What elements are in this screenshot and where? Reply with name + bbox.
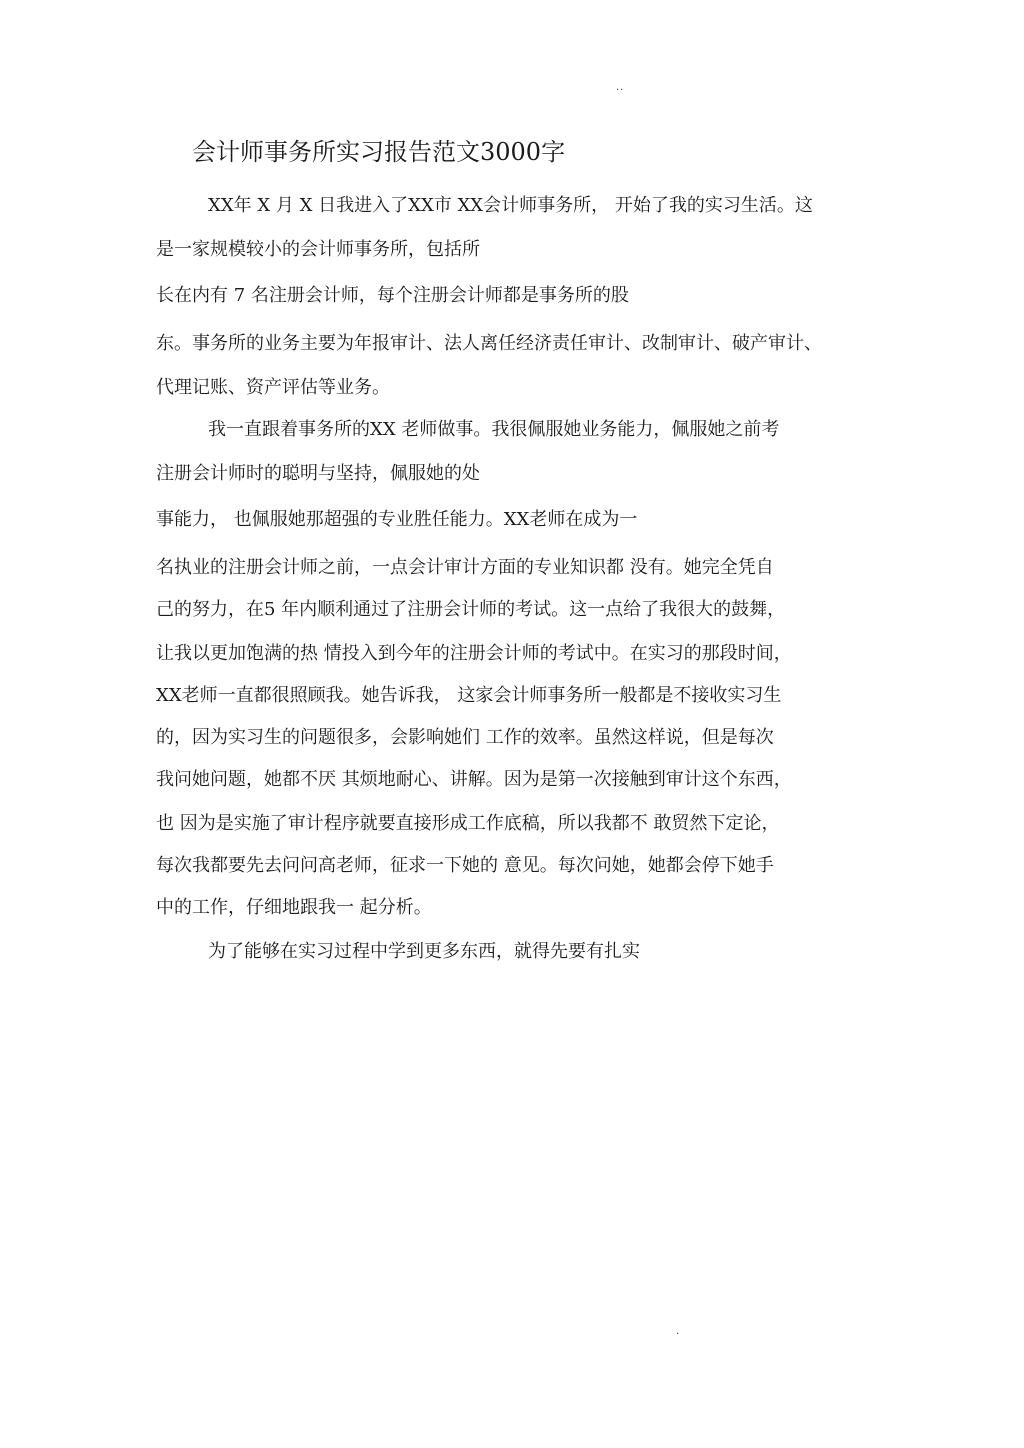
paragraph-line: 让我以更加饱满的热 情投入到今年的注册会计师的考试中。在实习的那段时间，	[156, 643, 792, 664]
paragraph-line: 己的努力，在5 年内顺利通过了注册会计师的考试。这一点给了我很大的鼓舞，	[156, 599, 786, 620]
paragraph-line: 名执业的注册会计师之前，一点会计审计方面的专业知识都 没有。她完全凭自	[156, 557, 774, 578]
paragraph-line: 东。事务所的业务主要为年报审计、法人离任经济责任审计、改制审计、破产审计、	[156, 333, 822, 354]
paragraph-line: 中的工作，仔细地跟我一 起分析。	[156, 897, 432, 918]
paragraph-line: 为了能够在实习过程中学到更多东西，就得先要有扎实	[208, 941, 640, 962]
paragraph-line: XX老师一直都很照顾我。她告诉我， 这家会计师事务所一般都是不接收实习生	[156, 685, 782, 706]
paragraph-line: 长在内有 7 名注册会计师，每个注册会计师都是事务所的股	[156, 285, 629, 306]
header-mark: ..	[616, 82, 625, 93]
paragraph-line: 每次我都要先去问问高老师，征求一下她的 意见。每次问她，她都会停下她手	[156, 855, 774, 876]
paragraph-line: 注册会计师时的聪明与坚持，佩服她的处	[156, 463, 480, 484]
paragraph-line: 也 因为是实施了审计程序就要直接形成工作底稿，所以我都不 敢贸然下定论，	[156, 813, 780, 834]
paragraph-line: 事能力， 也佩服她那超强的专业胜任能力。XX老师在成为一	[156, 509, 638, 530]
footer-mark: .	[676, 1326, 680, 1337]
document-title: 会计师事务所实习报告范文3000字	[192, 138, 566, 166]
paragraph-line: 的，因为实习生的问题很多，会影响她们 工作的效率。虽然这样说，但是每次	[156, 727, 774, 748]
paragraph-line: XX年 X 月 X 日我进入了XX市 XX会计师事务所， 开始了我的实习生活。这	[208, 195, 813, 216]
paragraph-line: 我一直跟着事务所的XX 老师做事。我很佩服她业务能力，佩服她之前考	[208, 419, 780, 440]
paragraph-line: 是一家规模较小的会计师事务所，包括所	[156, 239, 480, 260]
paragraph-line: 我问她问题，她都不厌 其烦地耐心、讲解。因为是第一次接触到审计这个东西，	[156, 769, 792, 790]
paragraph-line: 代理记账、资产评估等业务。	[156, 377, 390, 398]
